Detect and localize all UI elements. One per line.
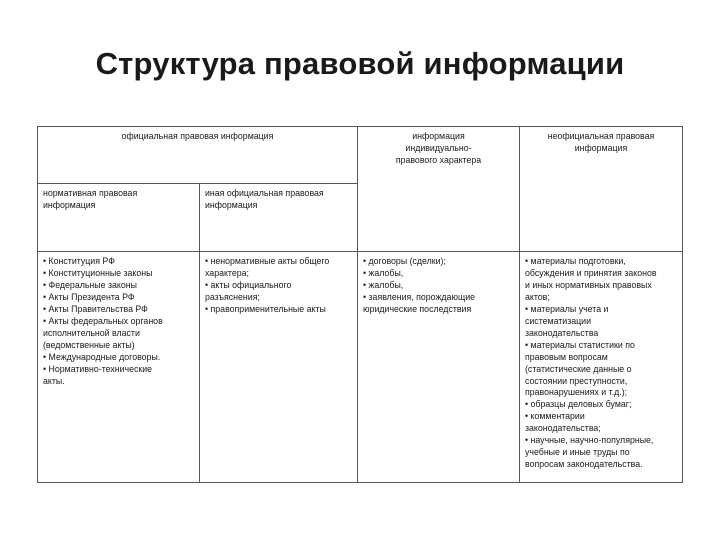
legal-info-structure-table	[37, 126, 683, 483]
unofficial-info-list: • материалы подготовки, обсуждения и принятия законов и иных нормативных правовых актов; • материалы учета и систематизации законодательства • материалы статистики по правовым вопросам (статистические данные о состоянии преступности, правонарушениях и т.д.); • образцы деловых бумаг; • комментарии законодательства; • научные, научно-популярные, учебные и иные труды по вопросам законодательства.	[520, 252, 683, 483]
unofficial-info-header: неофициальная правовая информация	[520, 127, 683, 252]
individual-info-header: информация индивидуально- правового характера	[358, 127, 520, 252]
individual-info-list: • договоры (сделки); • жалобы, • жалобы, • заявления, порождающие юридические последствия	[358, 252, 520, 483]
normative-info-header: нормативная правовая информация	[38, 184, 200, 252]
page-title: Структура правовой информации	[95, 46, 625, 81]
normative-info-list: • Конституция РФ • Конституционные законы • Федеральные законы • Акты Президента РФ • Акты Правительства РФ • Акты федеральных органов исполнительной власти (ведомственные акты) • Международные договоры. • Нормативно-технические акты.	[38, 252, 200, 483]
other-official-info-header: иная официальная правовая информация	[200, 184, 358, 252]
other-official-info-list: • ненормативные акты общего характера; • акты официального разъяснения; • правоприменительные акты	[200, 252, 358, 483]
official-info-header: официальная правовая информация	[38, 127, 358, 184]
